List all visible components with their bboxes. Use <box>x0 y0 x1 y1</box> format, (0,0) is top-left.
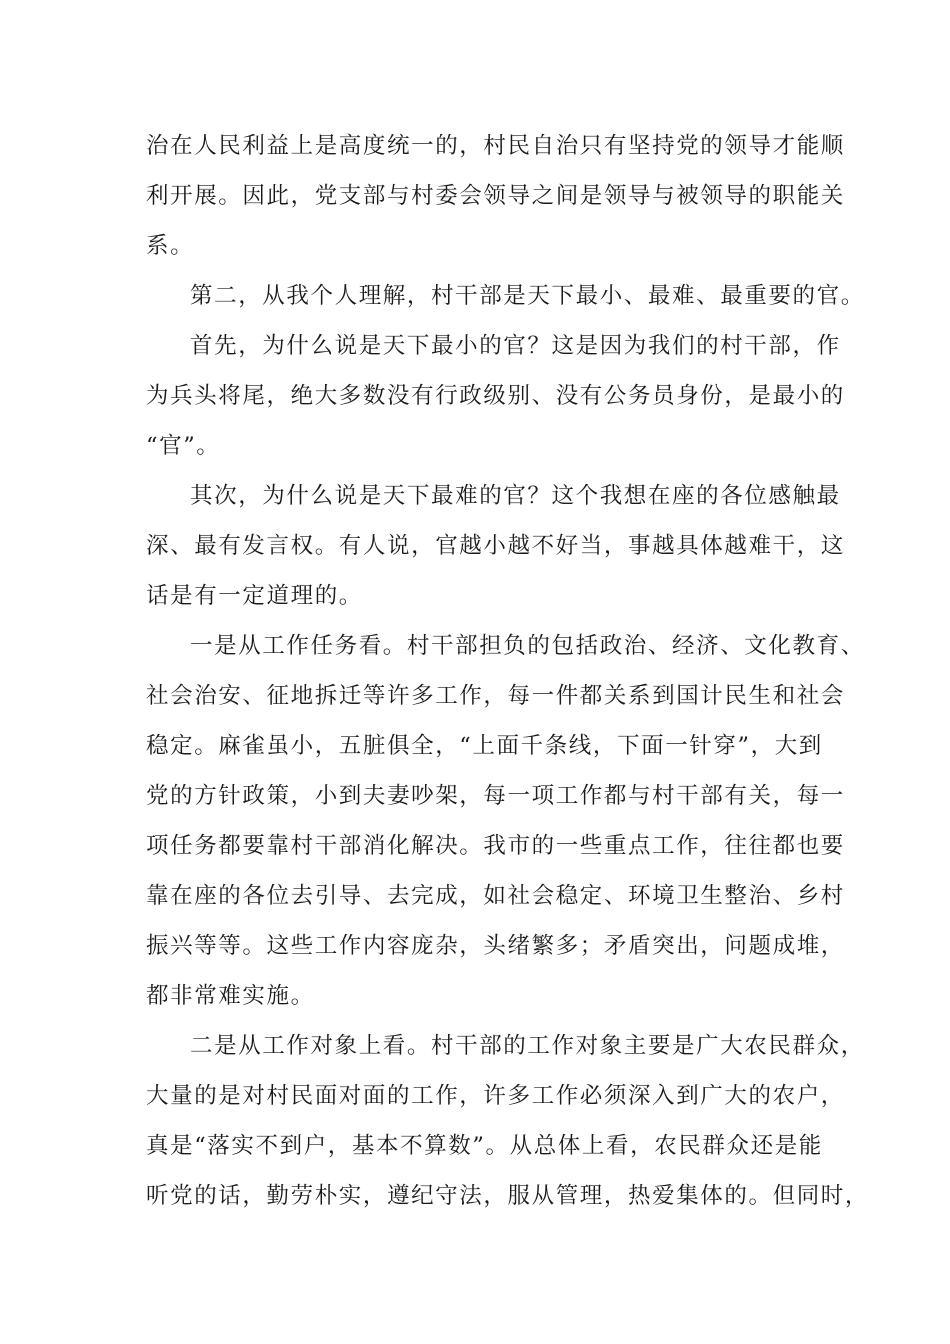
text-line: 第二，从我个人理解，村干部是天下最小、最难、最重要的官。 <box>190 283 865 309</box>
text-line: 其次，为什么说是天下最难的官？这个我想在座的各位感触最 <box>190 483 841 509</box>
text-line: 稳定。麻雀虽小，五脏俱全，“上面千条线，下面一针穿”，大到 <box>146 733 823 759</box>
text-line: “官”。 <box>146 433 221 459</box>
text-line: 深、最有发言权。有人说，官越小越不好当，事越具体越难干，这 <box>146 533 845 559</box>
text-line: 都非常难实施。 <box>146 983 315 1009</box>
text-line: 系。 <box>146 233 195 259</box>
text-line: 治在人民利益上是高度统一的，村民自治只有坚持党的领导才能顺 <box>146 133 845 159</box>
text-line: 靠在座的各位去引导、去完成，如社会稳定、环境卫生整治、乡村 <box>146 883 845 909</box>
text-line: 为兵头将尾，绝大多数没有行政级别、没有公务员身份，是最小的 <box>146 383 845 409</box>
text-line: 话是有一定道理的。 <box>146 583 363 609</box>
text-line: 听党的话，勤劳朴实，遵纪守法，服从管理，热爱集体的。但同时， <box>146 1183 870 1209</box>
text-line: 利开展。因此，党支部与村委会领导之间是领导与被领导的职能关 <box>146 183 845 209</box>
text-line: 振兴等等。这些工作内容庞杂，头绪繁多；矛盾突出，问题成堆， <box>146 933 845 959</box>
text-line: 二是从工作对象上看。村干部的工作对象主要是广大农民群众， <box>190 1033 865 1059</box>
text-line: 真是“落实不到户，基本不算数”。从总体上看，农民群众还是能 <box>146 1133 823 1159</box>
text-line: 社会治安、征地拆迁等许多工作，每一件都关系到国计民生和社会 <box>146 683 845 709</box>
text-line: 党的方针政策，小到夫妻吵架，每一项工作都与村干部有关，每一 <box>146 783 845 809</box>
text-line: 首先，为什么说是天下最小的官？这是因为我们的村干部，作 <box>190 333 841 359</box>
text-line: 项任务都要靠村干部消化解决。我市的一些重点工作，往往都也要 <box>146 833 845 859</box>
text-line: 一是从工作任务看。村干部担负的包括政治、经济、文化教育、 <box>190 633 865 659</box>
text-line: 大量的是对村民面对面的工作，许多工作必须深入到广大的农户， <box>146 1083 845 1109</box>
